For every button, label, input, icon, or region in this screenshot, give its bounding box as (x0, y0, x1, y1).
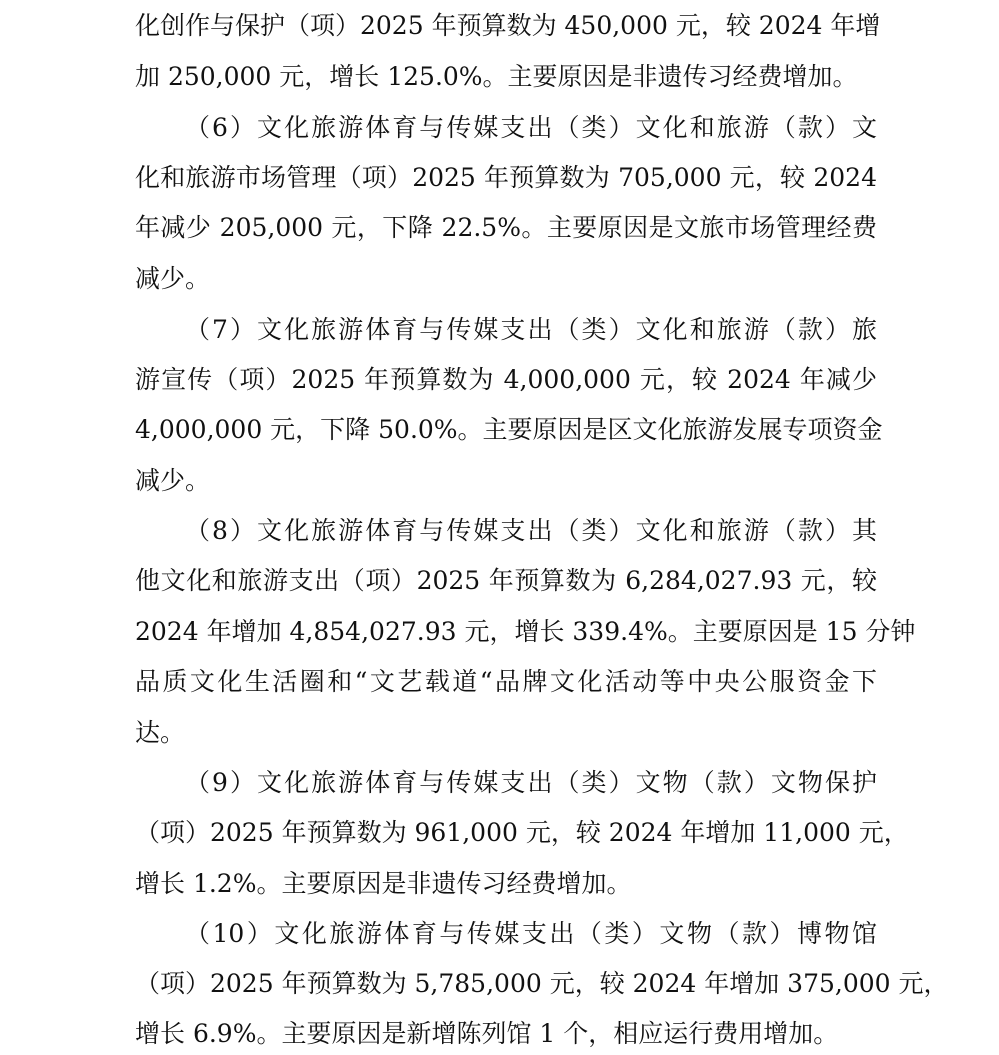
text-line: 化和旅游市场管理（项）2025 年预算数为 705,000 元，较 2024 (135, 163, 877, 192)
text-line: 达。 (135, 718, 186, 747)
text-line: 品质文化生活圈和“文艺载道“品牌文化活动等中央公服资金下 (135, 667, 877, 696)
paragraph-6-first-line: （6）文化旅游体育与传媒支出（类）文化和旅游（款）文 (185, 113, 877, 142)
text-line: 化创作与保护（项）2025 年预算数为 450,000 元，较 2024 年增 (135, 11, 881, 40)
paragraph-9-first-line: （9）文化旅游体育与传媒支出（类）文物（款）文物保护 (185, 768, 877, 797)
paragraph-7-first-line: （7）文化旅游体育与传媒支出（类）文化和旅游（款）旅 (185, 315, 877, 344)
text-line: 游宣传（项）2025 年预算数为 4,000,000 元，较 2024 年减少 (135, 365, 877, 394)
text-line: （项）2025 年预算数为 5,785,000 元，较 2024 年增加 375,000 元， (135, 969, 949, 998)
text-line: 增长 1.2%。主要原因是非遗传习经费增加。 (135, 869, 632, 898)
text-line: 年减少 205,000 元，下降 22.5%。主要原因是文旅市场管理经费 (135, 213, 877, 242)
text-line: 加 250,000 元，增长 125.0%。主要原因是非遗传习经费增加。 (135, 62, 858, 91)
text-line: 4,000,000 元，下降 50.0%。主要原因是区文化旅游发展专项资金 (135, 415, 883, 444)
text-line: （项）2025 年预算数为 961,000 元，较 2024 年增加 11,000 元， (135, 818, 909, 847)
paragraph-10-first-line: （10）文化旅游体育与传媒支出（类）文物（款）博物馆 (185, 919, 877, 948)
text-line: 减少。 (135, 466, 211, 495)
text-line: 2024 年增加 4,854,027.93 元，增长 339.4%。主要原因是 15 分钟 (135, 617, 916, 646)
paragraph-8-first-line: （8）文化旅游体育与传媒支出（类）文化和旅游（款）其 (185, 516, 877, 545)
text-line: 增长 6.9%。主要原因是新增陈列馆 1 个，相应运行费用增加。 (135, 1019, 839, 1048)
text-line: 他文化和旅游支出（项）2025 年预算数为 6,284,027.93 元，较 (135, 566, 877, 595)
text-line: 减少。 (135, 264, 211, 293)
